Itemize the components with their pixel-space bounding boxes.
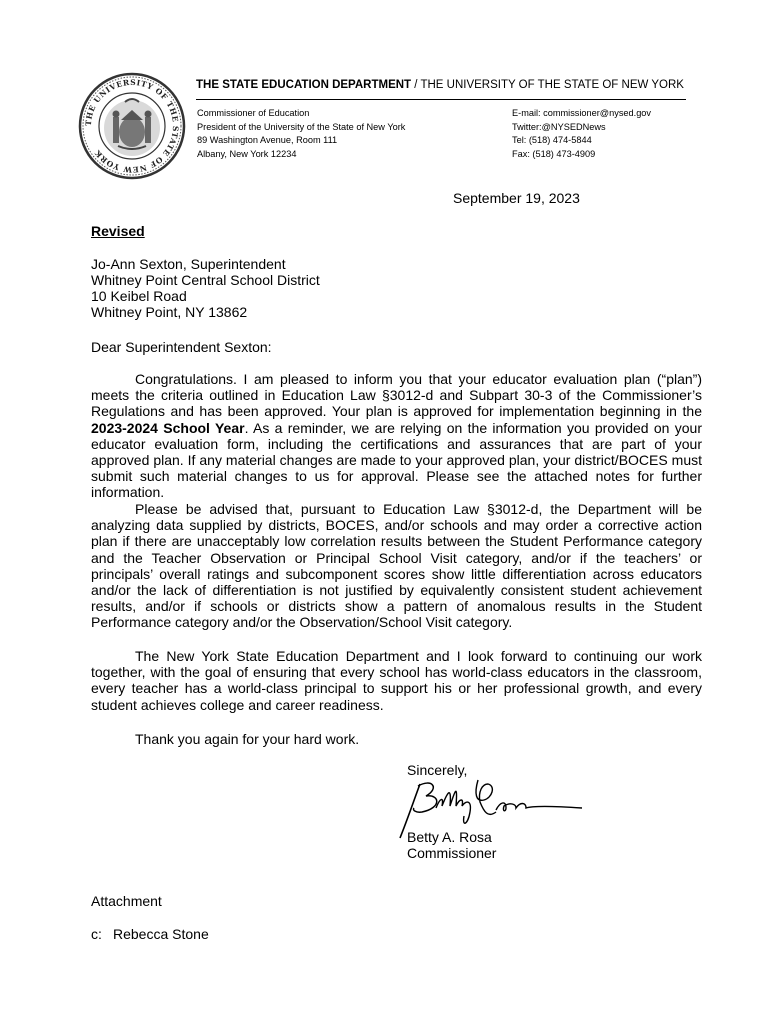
salutation: Dear Superintendent Sexton: [91, 339, 272, 355]
school-year-emphasis: 2023-2024 School Year [91, 419, 245, 436]
recipient-city: Whitney Point, NY 13862 [91, 304, 248, 320]
department-title-bold: THE STATE EDUCATION DEPARTMENT [196, 79, 412, 91]
letter-date: September 19, 2023 [453, 190, 580, 206]
signer-title: Commissioner [407, 845, 497, 861]
office-subtitle: President of the University of the State of New York [197, 121, 406, 132]
revised-label: Revised [91, 223, 145, 239]
signer-block [407, 829, 496, 861]
contact-twitter: Twitter:@NYSEDNews [512, 121, 606, 132]
letterhead-divider [196, 99, 686, 100]
department-title [196, 79, 684, 91]
attachment-label: Attachment [91, 893, 162, 909]
cc-name: Rebecca Stone [113, 926, 209, 942]
letterhead-office-block [197, 107, 405, 161]
cc-line [91, 926, 209, 942]
signer-name: Betty A. Rosa [407, 829, 492, 845]
office-title: Commissioner of Education [197, 108, 310, 118]
contact-fax: Fax: (518) 473-4909 [512, 148, 596, 159]
office-city: Albany, New York 12234 [197, 148, 297, 159]
paragraph-approval [91, 371, 702, 501]
recipient-district: Whitney Point Central School District [91, 272, 320, 288]
recipient-street: 10 Keibel Road [91, 288, 187, 304]
office-street: 89 Washington Avenue, Room 111 [197, 135, 338, 145]
paragraph-analysis [91, 501, 702, 631]
recipient-address [91, 256, 320, 320]
state-seal-icon [78, 72, 186, 180]
department-title-rest: / THE UNIVERSITY OF THE STATE OF NEW YORK [411, 79, 684, 91]
letterhead-contact-block [512, 107, 651, 161]
recipient-name: Jo-Ann Sexton, Superintendent [91, 256, 286, 272]
contact-email: E-mail: commissioner@nysed.gov [512, 108, 652, 118]
paragraph-approval-text-1: Congratulations. I am pleased to inform you that your educator evaluation plan (“plan”) meets the criteria outlined in Education Law §3012-d and Subpart 30-3 of the Commissioner’s Regulations and has been approved. Your plan is approved for implementation beginning in the [91, 371, 702, 420]
seal-ring-text: THE UNIVERSITY OF THE STATE OF NEW YORK [83, 77, 181, 175]
paragraph-approval-text-2: . As a reminder, we are relying on the information you provided on your educator evaluation form, including the certifications and assurances that are part of your approved plan. If any material changes are made to your approved plan, your district/BOCES must submit such material changes to us for approval. Please see the attached notes for further information. [91, 419, 702, 501]
closing-phrase: Sincerely, [407, 762, 468, 778]
cc-label: c: [91, 926, 102, 942]
paragraph-closing [91, 648, 702, 713]
contact-phone: Tel: (518) 474-5844 [512, 135, 592, 145]
thank-you-line: Thank you again for your hard work. [135, 731, 360, 747]
paragraph-analysis-text: Please be advised that, pursuant to Education Law §3012-d, the Department will be analyzing data supplied by districts, BOCES, and/or schools and may order a corrective action plan if there are unacceptably low correlation results between the Student Performance category and the Teacher Observation or Principal School Visit category, and/or if the teachers’ or principals’ overall ratings and subcomponent scores show little differentiation across educators and/or the lack of differentiation is not justified by equivalently consistent student achievement results, and/or if schools or districts show a pattern of anomalous results in the Student Performance category and/or the Observation/School Visit category. [91, 501, 702, 631]
paragraph-closing-text: The New York State Education Department and I look forward to continuing our work together, with the goal of ensuring that every school has world-class educators in the classroom, every teacher has a world-class principal to support his or her professional growth, and every student achieves college and career readiness. [91, 648, 702, 713]
